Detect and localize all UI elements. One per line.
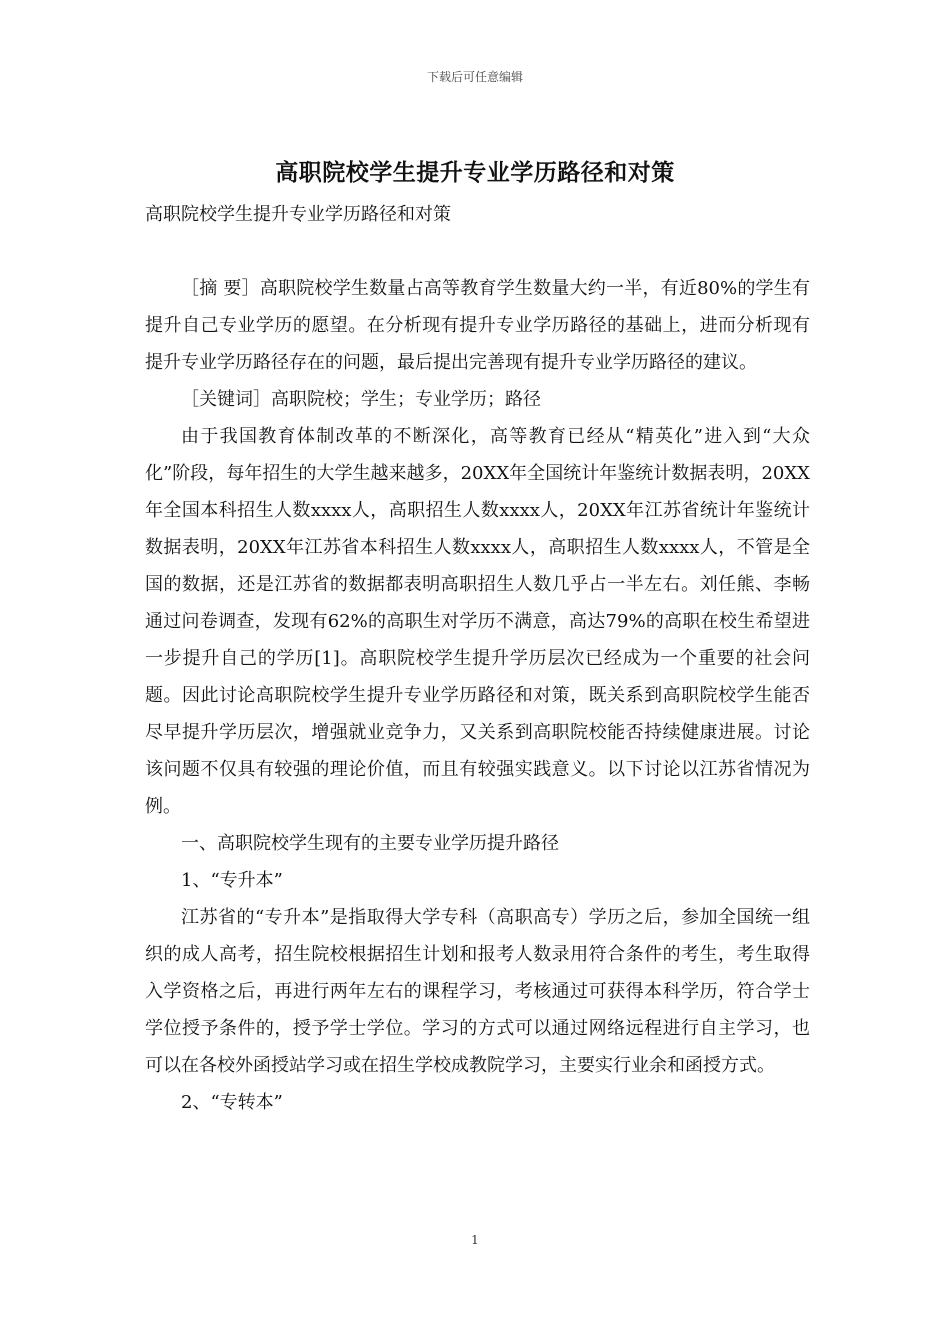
body-paragraph: 由于我国教育体制改革的不断深化，高等教育已经从“精英化”进入到“大众化”阶段，每年招生的大学生越来越多，20XX年全国统计年鉴统计数据表明，20XX年全国本科招生人数xxxx人，高职招生人数xxxx人，20XX年江苏省统计年鉴统计数据表明，20XX年江苏省本科招生人数xxxx人，高职招生人数xxxx人，不管是全国的数据，还是江苏省的数据都表明高职招生人数几乎占一半左右。刘任熊、李畅通过问卷调查，发现有62%的高职生对学历不满意，高达79%的高职在校生希望进一步提升自己的学历[1]。高职院校学生提升学历层次已经成为一个重要的社会问题。因此讨论高职院校学生提升专业学历路径和对策，既关系到高职院校学生能否尽早提升学历层次，增强就业竞争力，又关系到高职院校能否持续健康进展。讨论该问题不仅具有较强的理论价值，而且有较强实践意义。以下讨论以江苏省情况为例。 — [145, 426, 810, 817]
abstract-paragraph: ［摘 要］高职院校学生数量占高等教育学生数量大约一半，有近80%的学生有提升自己专业学历的愿望。在分析现有提升专业学历路径的基础上，进而分析现有提升专业学历路径存在的问题，最后提出完善现有提升专业学历路径的建议。 — [145, 278, 810, 373]
document-subtitle: 高职院校学生提升专业学历路径和对策 — [145, 204, 451, 225]
subsection-heading: 2、“专转本” — [181, 1092, 283, 1113]
header-note: 下载后可任意编辑 — [426, 70, 523, 84]
section-heading: 一、高职院校学生现有的主要专业学历提升路径 — [181, 833, 559, 854]
document-body — [145, 270, 810, 1121]
keywords-paragraph: ［关键词］高职院校；学生；专业学历；路径 — [181, 389, 541, 410]
document-title: 高职院校学生提升专业学历路径和对策 — [275, 159, 675, 186]
body-paragraph: 江苏省的“专升本”是指取得大学专科（高职高专）学历之后，参加全国统一组织的成人高考，招生院校根据招生计划和报考人数录用符合条件的考生，考生取得入学资格之后，再进行两年左右的课程学习，考核通过可获得本科学历，符合学士学位授予条件的，授予学士学位。学习的方式可以通过网络远程进行自主学习，也可以在各校外函授站学习或在招生学校成教院学习，主要实行业余和函授方式。 — [145, 907, 810, 1076]
subsection-heading: 1、“专升本” — [181, 870, 283, 891]
page-number: 1 — [471, 1233, 479, 1247]
